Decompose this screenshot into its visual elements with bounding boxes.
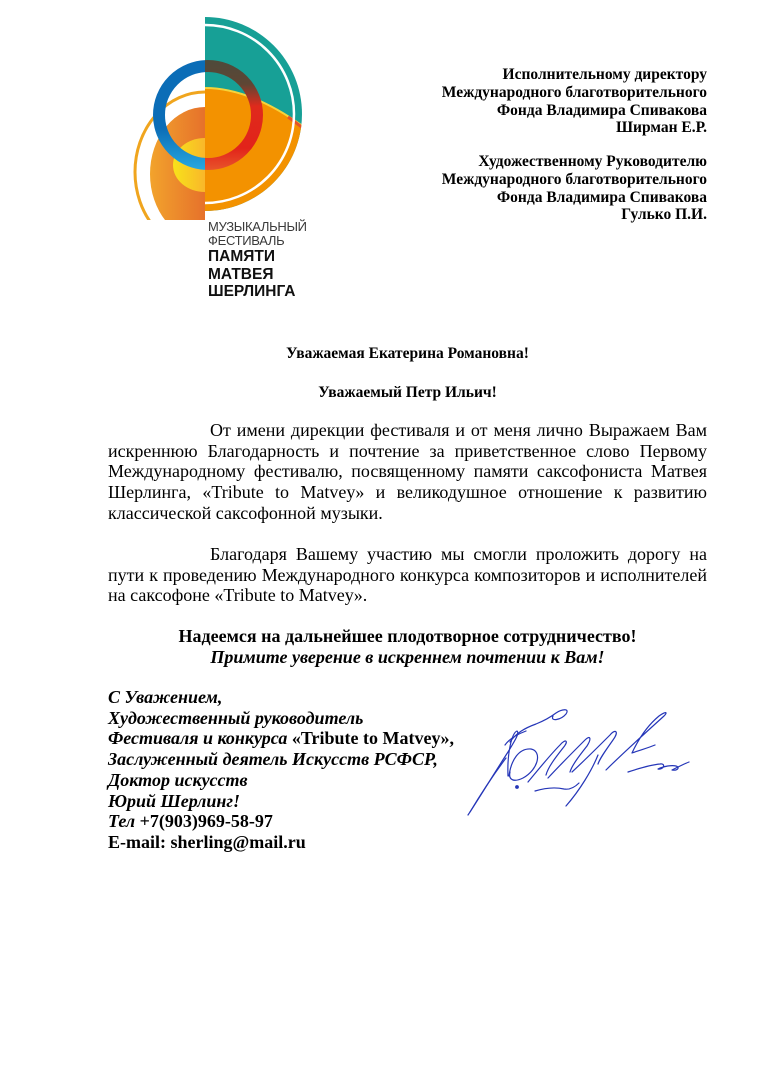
festival-logo-icon [100,10,320,220]
signature-stroke [470,758,506,812]
signature-line-text: Фестиваля и конкурса [108,728,292,749]
signature-stroke [606,713,666,770]
body-paragraph-2 [108,544,707,606]
logo-line-3: ПАМЯТИ [208,248,275,265]
salutation-2: Уважаемый Петр Ильич! [318,384,497,401]
phone-number: +7(903)969-58-97 [139,811,273,832]
handwritten-signature-icon [455,700,695,820]
signature-stroke [628,762,689,772]
addressee-line: Фонда Владимира Спивакова [496,101,707,119]
addressee-line: Фонда Владимира Спивакова [496,188,707,206]
paragraph-line: Международному фестивалю, посвященному памяти саксофониста Матвея [108,461,707,482]
logo-line-2: ФЕСТИВАЛЬ [208,233,285,248]
signature-stroke [528,741,566,782]
signature-line-text: Заслуженный деятель Искусств РСФСР, [108,749,438,770]
addressee-line: Художественному Руководителю [478,153,707,170]
logo-line-4: МАТВЕЯ [208,265,274,283]
logo-line-5: ШЕРЛИНГА [208,283,296,300]
signature-line-text: С Уважением, [108,687,223,707]
closing-line-2: Примите уверение в искреннем почтении к Вам! [210,646,605,667]
addressee-line: Ширман Е.Р. [616,119,707,137]
logo-line-1: МУЗЫКАЛЬНЫЙ [208,219,307,234]
paragraph-line: Благодаря Вашему участию мы смогли проложить дорогу на [210,544,707,564]
email-address: E-mail: sherling@mail.ru [108,831,306,852]
addressee-line: Международного благотворительного [441,170,707,188]
phone-label: Тел [108,811,140,832]
signature-line-text: «Tribute to Matvey», [291,728,454,749]
logo-text [208,220,307,301]
paragraph-line: пути к проведению Международного конкурса композиторов и исполнителей [108,564,707,585]
paragraph-line: От имени дирекции фестиваля и от меня лично Выражаем Вам [210,420,707,440]
addressee-line: Гулько П.И. [621,206,707,224]
paragraph-line: на саксофоне «Tribute to Matvey». [108,585,368,606]
signature-stroke [510,710,567,742]
addressee-block-1 [442,66,707,137]
signature-dot [516,786,519,789]
signature-stroke [535,783,579,791]
signature-stroke [548,738,590,778]
addressee-block-2 [442,153,707,224]
paragraph-line: искреннюю Благодарность и почтение за приветственное слово Первому [108,440,707,461]
addressee-line: Международного благотворительного [441,83,707,101]
email-line [108,832,707,853]
closing [108,626,707,667]
paragraph-line: классической саксофонной музыки. [108,502,383,523]
signature-line-text: Доктор искусств [108,769,248,790]
signature-line-text: Юрий Шерлинг! [108,790,240,811]
salutation-1: Уважаемая Екатерина Романовна! [286,345,529,362]
signature-line-text: Художественный руководитель [108,707,364,728]
paragraph-line: Шерлинга, «Tribute to Matvey» и великодушное отношение к развитию [108,482,707,503]
addressee-line: Исполнительному директору [502,66,707,83]
closing-line-1: Надеемся на дальнейшее плодотворное сотрудничество! [178,626,637,646]
body-paragraph-1 [108,420,707,524]
